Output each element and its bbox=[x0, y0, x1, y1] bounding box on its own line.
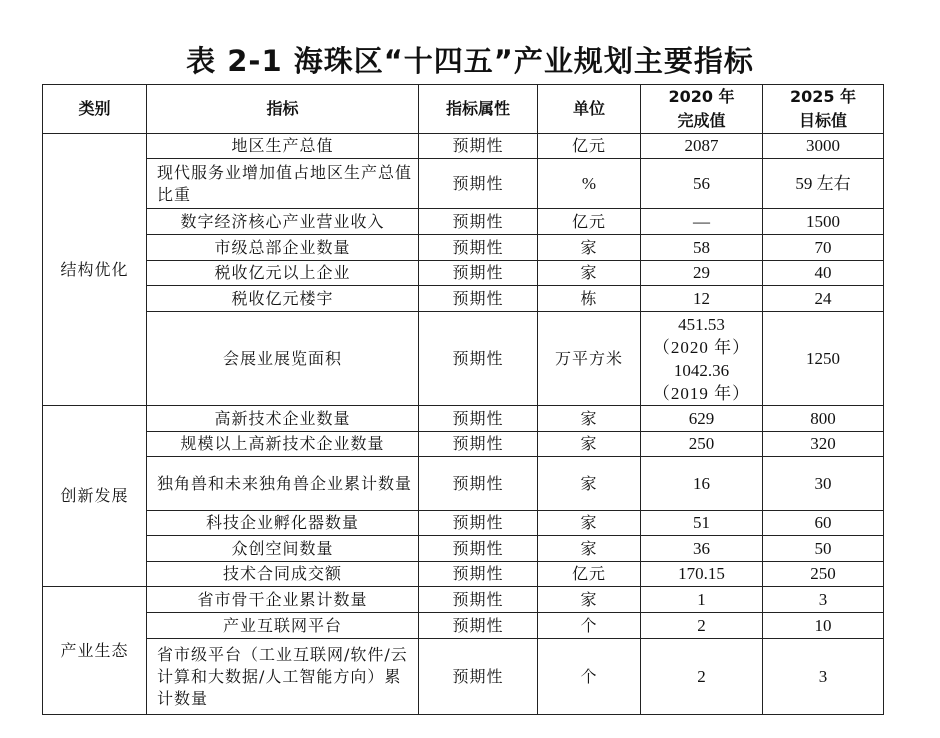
unit-cell: 个 bbox=[538, 613, 641, 639]
table-title: 表 2-1 海珠区“十四五”产业规划主要指标 bbox=[186, 44, 754, 78]
indicator-cell: 省市骨干企业累计数量 bbox=[147, 587, 419, 613]
indicator-cell: 地区生产总值 bbox=[147, 134, 419, 159]
category-cell: 结构优化 bbox=[43, 134, 147, 406]
value-2020-cell: 58 bbox=[641, 235, 763, 261]
table-row bbox=[43, 511, 884, 536]
header-2025 bbox=[763, 85, 884, 134]
attribute-cell: 预期性 bbox=[419, 613, 538, 639]
attribute-cell: 预期性 bbox=[419, 587, 538, 613]
indicator-cell: 科技企业孵化器数量 bbox=[147, 511, 419, 536]
indicator-cell: 众创空间数量 bbox=[147, 536, 419, 562]
table-row bbox=[43, 457, 884, 511]
table-row bbox=[43, 235, 884, 261]
value-2025-cell: 800 bbox=[763, 406, 884, 432]
value-line: 1042.36 bbox=[673, 360, 730, 380]
header-category: 类别 bbox=[43, 85, 147, 134]
value-2025-cell: 10 bbox=[763, 613, 884, 639]
indicator-cell: 税收亿元以上企业 bbox=[147, 261, 419, 286]
value-2025-cell: 40 bbox=[763, 261, 884, 286]
attribute-cell: 预期性 bbox=[419, 432, 538, 457]
value-2020-cell: 29 bbox=[641, 261, 763, 286]
value-2020-cell: 56 bbox=[641, 159, 763, 209]
attribute-cell: 预期性 bbox=[419, 261, 538, 286]
value-2025-cell: 50 bbox=[763, 536, 884, 562]
unit-cell: 家 bbox=[538, 235, 641, 261]
table-row bbox=[43, 432, 884, 457]
category-cell: 创新发展 bbox=[43, 406, 147, 587]
indicator-cell: 市级总部企业数量 bbox=[147, 235, 419, 261]
unit-cell: % bbox=[538, 159, 641, 209]
value-line: （2019 年） bbox=[652, 383, 751, 403]
indicator-cell: 税收亿元楼宇 bbox=[147, 286, 419, 312]
header-2025-year: 2025 年 bbox=[789, 87, 857, 106]
indicator-cell: 省市级平台（工业互联网/软件/云计算和大数据/人工智能方向）累计数量 bbox=[147, 639, 419, 715]
attribute-cell: 预期性 bbox=[419, 406, 538, 432]
indicator-cell: 产业互联网平台 bbox=[147, 613, 419, 639]
value-2020-cell: 2 bbox=[641, 613, 763, 639]
attribute-cell: 预期性 bbox=[419, 511, 538, 536]
value-2020-cell bbox=[641, 312, 763, 406]
header-2020-year: 2020 年 bbox=[668, 87, 735, 106]
attribute-cell: 预期性 bbox=[419, 286, 538, 312]
attribute-cell: 预期性 bbox=[419, 159, 538, 209]
unit-cell: 家 bbox=[538, 536, 641, 562]
attribute-cell: 预期性 bbox=[419, 639, 538, 715]
attribute-cell: 预期性 bbox=[419, 536, 538, 562]
attribute-cell: 预期性 bbox=[419, 562, 538, 587]
table-row bbox=[43, 209, 884, 235]
table-row bbox=[43, 286, 884, 312]
unit-cell: 亿元 bbox=[538, 209, 641, 235]
value-2025-cell: 3000 bbox=[763, 134, 884, 159]
value-2020-cell: — bbox=[641, 209, 763, 235]
table-row bbox=[43, 261, 884, 286]
attribute-cell: 预期性 bbox=[419, 457, 538, 511]
indicator-cell: 现代服务业增加值占地区生产总值比重 bbox=[147, 159, 419, 209]
indicator-cell: 技术合同成交额 bbox=[147, 562, 419, 587]
unit-cell: 亿元 bbox=[538, 562, 641, 587]
table-row bbox=[43, 159, 884, 209]
value-2025-cell: 60 bbox=[763, 511, 884, 536]
table-row bbox=[43, 536, 884, 562]
table-row bbox=[43, 312, 884, 406]
value-2020-cell: 250 bbox=[641, 432, 763, 457]
attribute-cell: 预期性 bbox=[419, 134, 538, 159]
attribute-cell: 预期性 bbox=[419, 235, 538, 261]
attribute-cell: 预期性 bbox=[419, 209, 538, 235]
indicator-cell: 独角兽和未来独角兽企业累计数量 bbox=[147, 457, 419, 511]
unit-cell: 家 bbox=[538, 432, 641, 457]
value-2020-cell: 36 bbox=[641, 536, 763, 562]
value-2025-cell: 59 左右 bbox=[763, 159, 884, 209]
value-2020-cell: 170.15 bbox=[641, 562, 763, 587]
header-2020-label: 完成值 bbox=[677, 111, 726, 130]
indicator-cell: 会展业展览面积 bbox=[147, 312, 419, 406]
value-line: 451.53 bbox=[678, 314, 725, 334]
unit-cell: 万平方米 bbox=[538, 312, 641, 406]
unit-cell: 亿元 bbox=[538, 134, 641, 159]
table-row bbox=[43, 406, 884, 432]
indicator-cell: 高新技术企业数量 bbox=[147, 406, 419, 432]
attribute-cell: 预期性 bbox=[419, 312, 538, 406]
value-line: （2020 年） bbox=[652, 337, 751, 357]
indicator-cell: 规模以上高新技术企业数量 bbox=[147, 432, 419, 457]
header-2020 bbox=[641, 85, 763, 134]
header-indicator: 指标 bbox=[147, 85, 419, 134]
table-row bbox=[43, 134, 884, 159]
unit-cell: 家 bbox=[538, 511, 641, 536]
unit-cell: 家 bbox=[538, 261, 641, 286]
indicator-cell: 数字经济核心产业营业收入 bbox=[147, 209, 419, 235]
table-row bbox=[43, 613, 884, 639]
header-unit: 单位 bbox=[538, 85, 641, 134]
value-2025-cell: 320 bbox=[763, 432, 884, 457]
value-2020-cell: 16 bbox=[641, 457, 763, 511]
value-2025-cell: 1250 bbox=[763, 312, 884, 406]
value-2025-cell: 30 bbox=[763, 457, 884, 511]
header-2025-label: 目标值 bbox=[798, 111, 847, 130]
unit-cell: 家 bbox=[538, 406, 641, 432]
value-2025-cell: 1500 bbox=[763, 209, 884, 235]
value-2020-cell: 2 bbox=[641, 639, 763, 715]
value-2025-cell: 250 bbox=[763, 562, 884, 587]
value-2020-cell: 1 bbox=[641, 587, 763, 613]
unit-cell: 家 bbox=[538, 457, 641, 511]
table-row bbox=[43, 587, 884, 613]
header-attribute: 指标属性 bbox=[419, 85, 538, 134]
category-cell: 产业生态 bbox=[43, 587, 147, 715]
value-2025-cell: 70 bbox=[763, 235, 884, 261]
value-2020-cell: 629 bbox=[641, 406, 763, 432]
value-2025-cell: 3 bbox=[763, 639, 884, 715]
indicators-table bbox=[42, 84, 884, 715]
unit-cell: 家 bbox=[538, 587, 641, 613]
header-row bbox=[43, 85, 884, 134]
unit-cell: 个 bbox=[538, 639, 641, 715]
value-2025-cell: 24 bbox=[763, 286, 884, 312]
value-2025-cell: 3 bbox=[763, 587, 884, 613]
value-2020-cell: 51 bbox=[641, 511, 763, 536]
value-2020-cell: 2087 bbox=[641, 134, 763, 159]
table-row bbox=[43, 639, 884, 715]
unit-cell: 栋 bbox=[538, 286, 641, 312]
table-row bbox=[43, 562, 884, 587]
value-2020-cell: 12 bbox=[641, 286, 763, 312]
